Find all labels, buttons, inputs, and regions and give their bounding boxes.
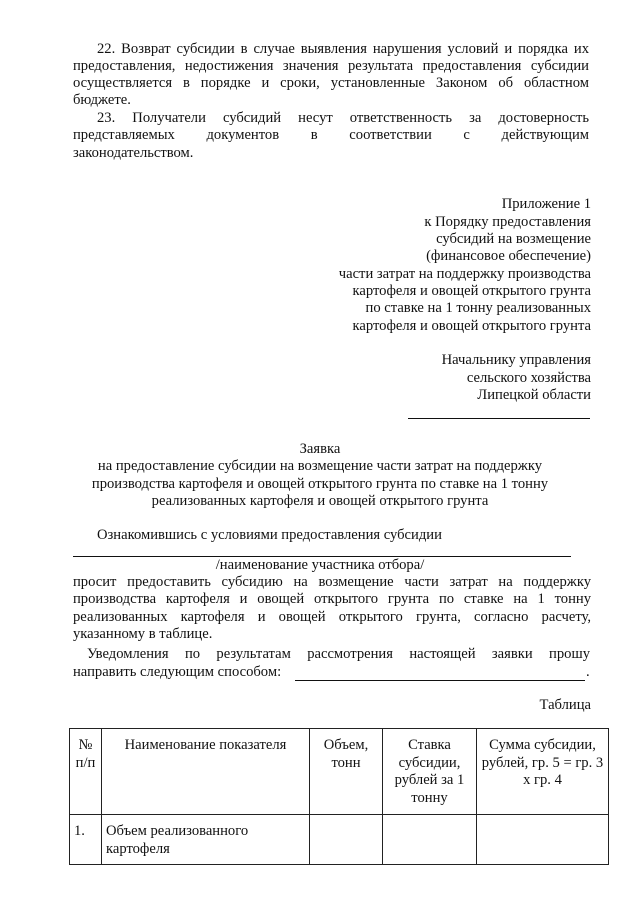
column-header-number: № п/п (70, 729, 102, 815)
request-line: производства картофеля и овощей открытого грунта по ставке на 1 тонну (73, 591, 591, 607)
row-indicator-cell: Объем реализованного картофеля (102, 815, 310, 865)
paragraph-23-line-1: 23. Получатели субсидий несут ответственность за достоверность (97, 110, 589, 126)
table-caption: Таблица (539, 697, 591, 713)
application-subtitle-line: реализованных картофеля и овощей открытого грунта (151, 493, 489, 509)
row-rate-cell[interactable] (383, 815, 477, 865)
column-header-rate: Ставка субсидии, рублей за 1 тонну (383, 729, 477, 815)
appendix-line: (финансовое обеспечение) (426, 248, 591, 264)
paragraph-23-line-3: законодательством. (73, 145, 194, 161)
request-line: реализованных картофеля и овощей открытого грунта, согласно расчету, (73, 609, 591, 625)
appendix-line: субсидий на возмещение (436, 231, 591, 247)
addressee-line: Начальнику управления (441, 352, 591, 368)
column-header-sum: Сумма субсидии, рублей, гр. 5 = гр. 3 х гр. 4 (477, 729, 609, 815)
table-header-row (70, 729, 609, 815)
appendix-line: к Порядку предоставления (424, 214, 591, 230)
table-row (70, 815, 609, 865)
paragraph-22-line-1: 22. Возврат субсидии в случае выявления нарушения условий и порядка их (97, 41, 589, 57)
application-subtitle-line: на предоставление субсидии на возмещение части затрат на поддержку (97, 458, 543, 474)
notification-line-1: Уведомления по результатам рассмотрения настоящей заявки прошу (87, 646, 590, 662)
appendix-line: Приложение 1 (501, 196, 591, 212)
application-subtitle-line: производства картофеля и овощей открытого грунта по ставке на 1 тонну (91, 476, 549, 492)
appendix-line: картофеля и овощей открытого грунта (352, 283, 591, 299)
notification-method-field[interactable] (295, 680, 585, 681)
row-volume-cell[interactable] (310, 815, 383, 865)
column-header-indicator: Наименование показателя (102, 729, 310, 815)
paragraph-22-line-3: осуществляется в порядке и сроки, установленные Законом об областном (73, 75, 589, 91)
subsidy-table (69, 728, 609, 865)
notification-line-2: направить следующим способом: (73, 664, 282, 680)
paragraph-22-line-2: предоставления, недостижения значения результата предоставления субсидии (73, 58, 589, 74)
row-sum-cell[interactable] (477, 815, 609, 865)
request-line: просит предоставить субсидию на возмещение части затрат на поддержку (73, 574, 591, 590)
application-intro: Ознакомившись с условиями предоставления субсидии (97, 527, 442, 543)
appendix-line: картофеля и овощей открытого грунта (352, 318, 591, 334)
addressee-line: сельского хозяйства (466, 370, 591, 386)
row-number-cell: 1. (70, 815, 102, 865)
addressee-signature-line (408, 418, 590, 419)
appendix-line: части затрат на поддержку производства (338, 266, 591, 282)
column-header-volume: Объем, тонн (310, 729, 383, 815)
participant-caption: /наименование участника отбора/ (215, 557, 425, 573)
addressee-line: Липецкой области (477, 387, 591, 403)
paragraph-23-line-2: представляемых документов в соответствии с действующим (73, 127, 589, 143)
appendix-line: по ставке на 1 тонну реализованных (365, 300, 591, 316)
paragraph-22-line-4: бюджете. (73, 92, 131, 108)
notification-end: . (586, 664, 590, 680)
application-title: Заявка (299, 441, 341, 457)
request-line: указанному в таблице. (73, 626, 213, 642)
